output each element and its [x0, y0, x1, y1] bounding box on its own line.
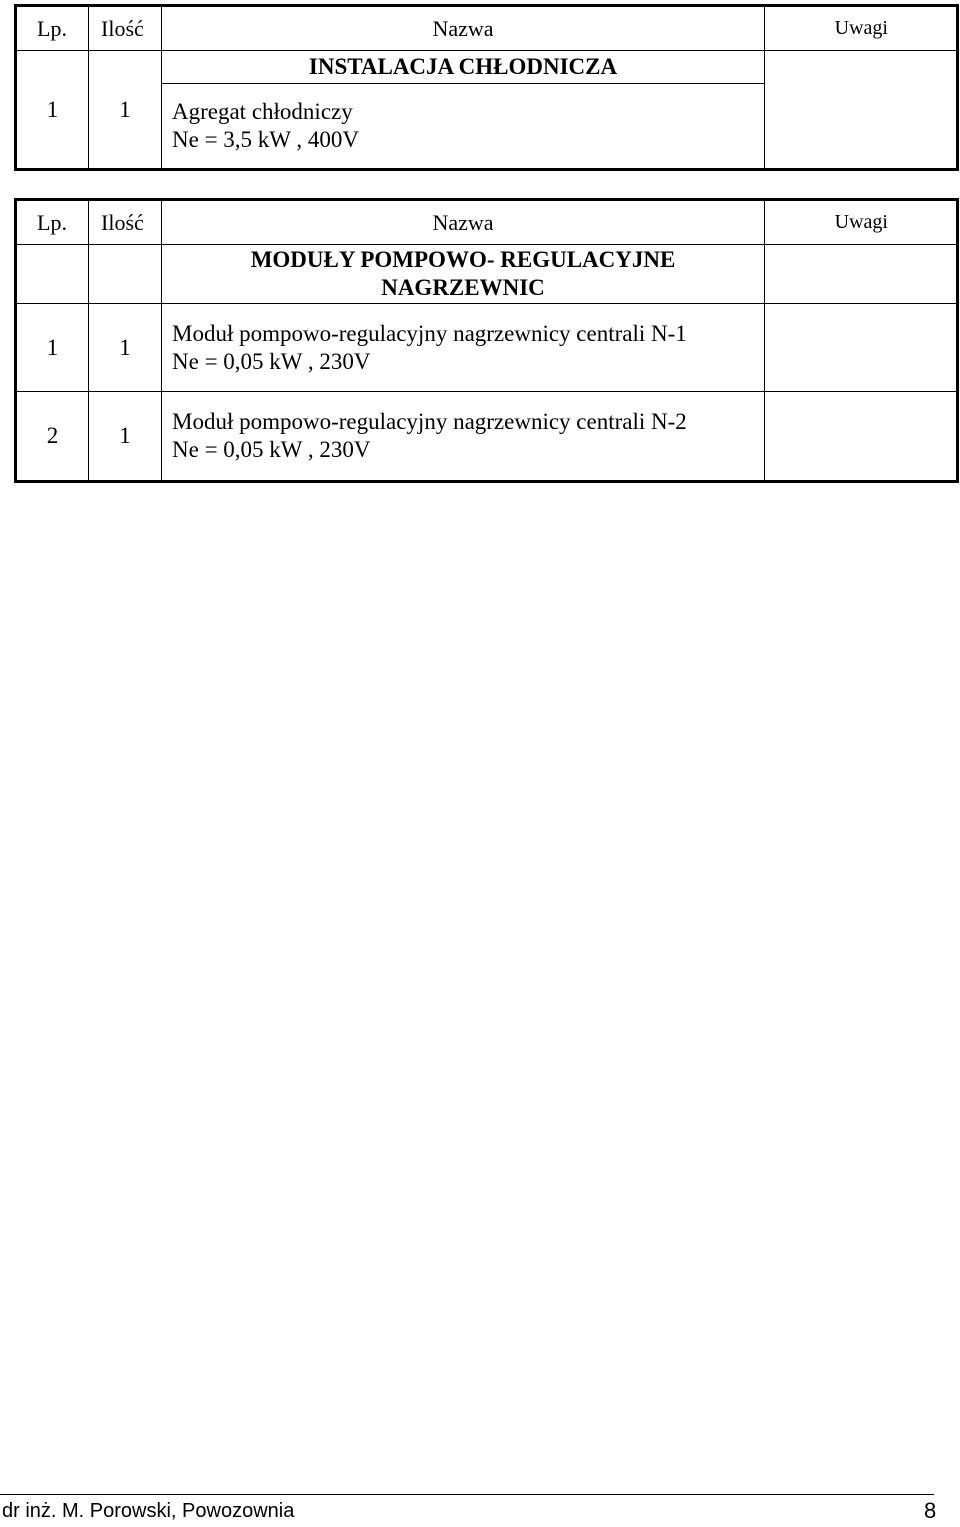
table-header-row — [16, 6, 958, 51]
table-row — [16, 51, 958, 84]
row-quantity — [89, 245, 162, 304]
row-lp: 1 — [16, 304, 89, 392]
footer-author: dr inż. M. Porowski, Powozownia — [2, 1500, 295, 1522]
row-name-line: Moduł pompowo-regulacyjny nagrzewnicy centrali N-2 — [172, 409, 687, 434]
page-number: 8 — [924, 1498, 937, 1523]
header-quantity: Ilość — [89, 6, 162, 51]
section-title — [162, 51, 765, 84]
row-name — [162, 392, 765, 482]
equipment-table-refrigeration — [14, 4, 959, 171]
row-lp: 2 — [16, 392, 89, 482]
row-name — [162, 84, 765, 170]
row-name-line: Agregat chłodniczy — [172, 99, 353, 124]
footer-divider — [0, 1494, 934, 1495]
equipment-table-pump-modules — [14, 198, 959, 483]
table-row — [16, 304, 958, 392]
section-title-line: NAGRZEWNIC — [381, 275, 545, 300]
table-row — [16, 392, 958, 482]
row-lp — [16, 245, 89, 304]
row-remarks — [765, 245, 958, 304]
row-name-line: Moduł pompowo-regulacyjny nagrzewnicy centrali N-1 — [172, 320, 687, 346]
row-remarks — [765, 392, 958, 482]
row-remarks — [765, 51, 958, 170]
row-name-line: Ne = 0,05 kW , 230V — [172, 437, 371, 462]
row-quantity: 1 — [89, 51, 162, 170]
header-name: Nazwa — [162, 6, 765, 51]
section-title — [162, 245, 765, 304]
row-name — [162, 304, 765, 392]
header-remarks: Uwagi — [765, 6, 958, 51]
section-title-line: INSTALACJA CHŁODNICZA — [308, 54, 618, 79]
row-quantity: 1 — [89, 304, 162, 392]
row-name-line: Ne = 0,05 kW , 230V — [172, 348, 371, 374]
row-quantity: 1 — [89, 392, 162, 482]
section-title-line: MODUŁY POMPOWO- REGULACYJNE — [250, 247, 676, 272]
row-lp: 1 — [16, 51, 89, 170]
row-name-line: Ne = 3,5 kW , 400V — [172, 127, 359, 152]
table-header-row — [16, 200, 958, 245]
header-lp: Lp. — [16, 6, 89, 51]
header-remarks: Uwagi — [765, 200, 958, 245]
header-quantity: Ilość — [89, 200, 162, 245]
table-row — [16, 245, 958, 304]
header-lp: Lp. — [16, 200, 89, 245]
row-remarks — [765, 304, 958, 392]
header-name: Nazwa — [162, 200, 765, 245]
